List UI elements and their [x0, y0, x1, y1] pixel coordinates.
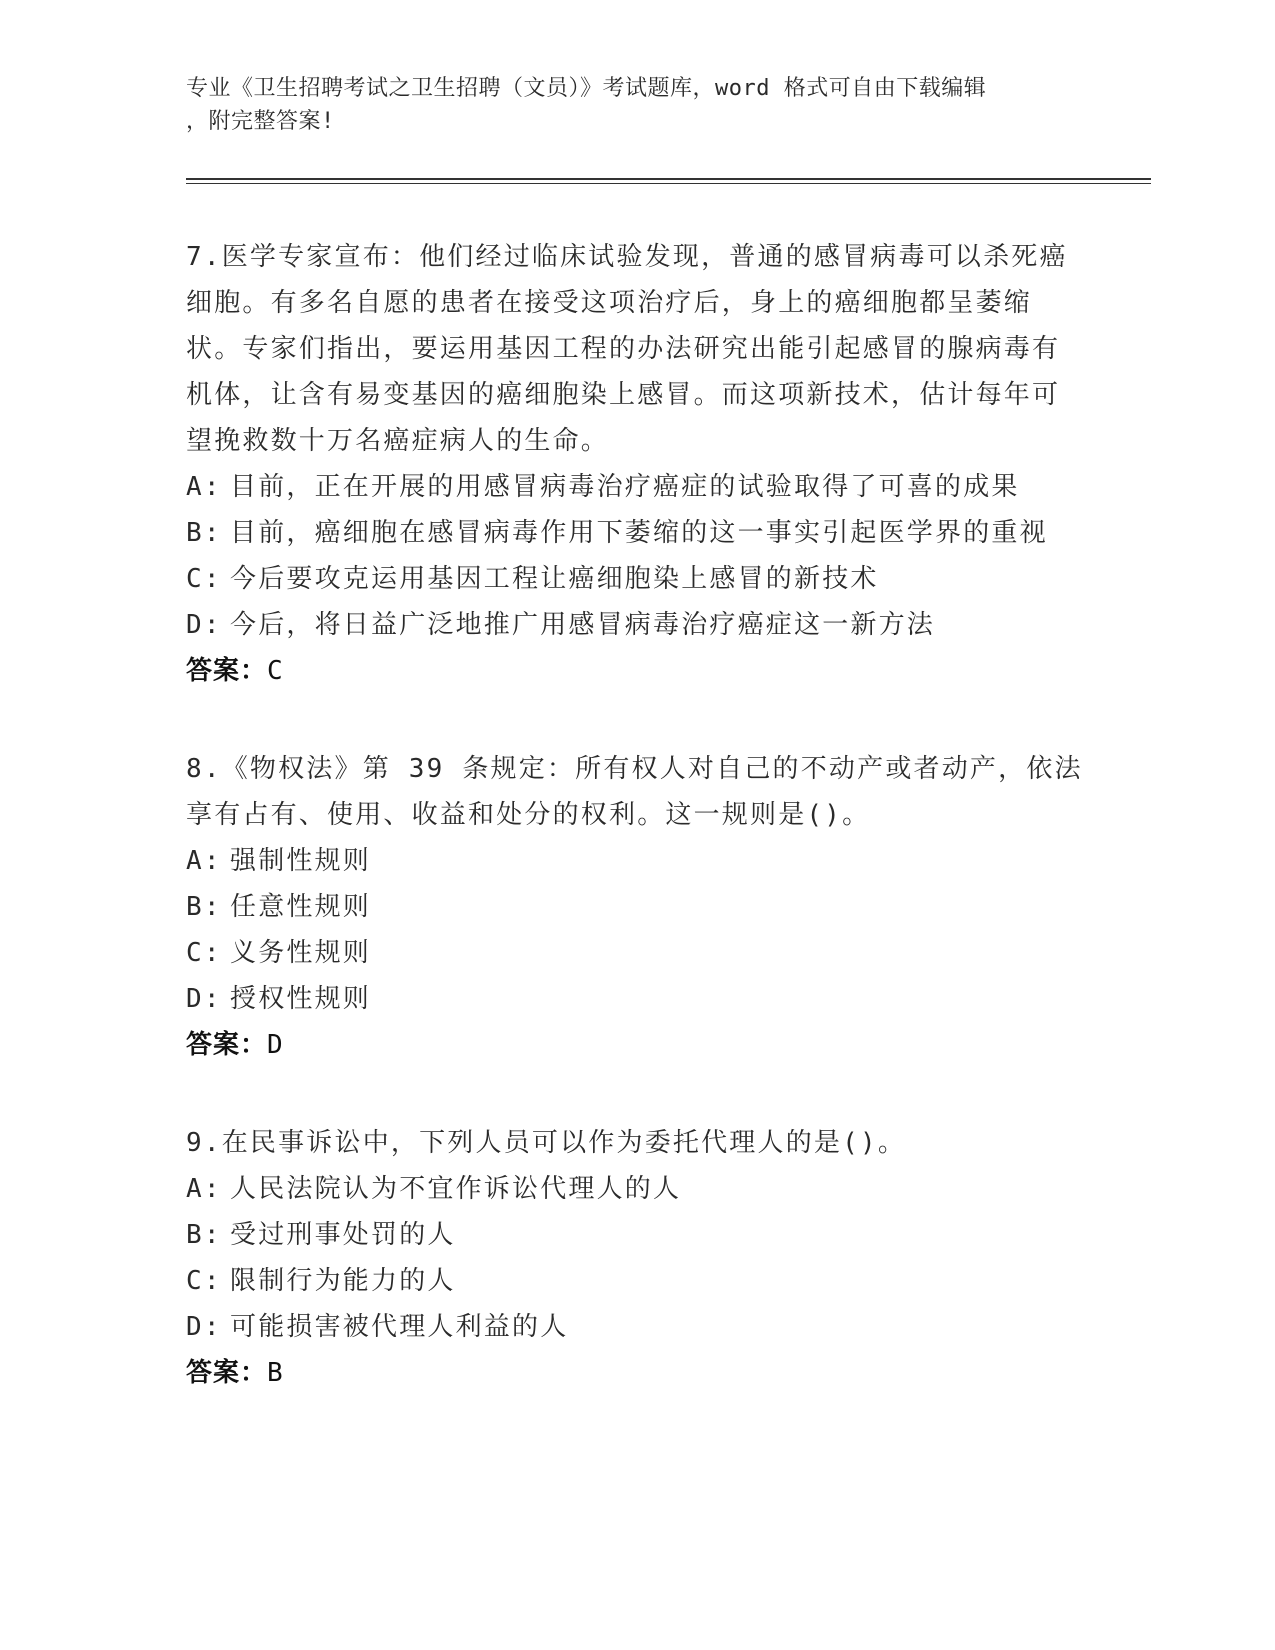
- option-text: 今后要攻克运用基因工程让癌细胞染上感冒的新技术: [230, 564, 879, 594]
- option-a: [186, 464, 1086, 510]
- option-text: 目前，癌细胞在感冒病毒作用下萎缩的这一事实引起医学界的重视: [230, 518, 1048, 548]
- option-key: C:: [186, 1266, 222, 1296]
- answer-line: [186, 1350, 1086, 1396]
- option-key: A:: [186, 1174, 222, 1204]
- option-text: 今后，将日益广泛地推广用感冒病毒治疗癌症这一新方法: [230, 610, 936, 640]
- option-text: 授权性规则: [230, 984, 372, 1014]
- option-b: [186, 510, 1086, 556]
- question-list: [186, 234, 1086, 1448]
- option-d: [186, 602, 1086, 648]
- option-text: 可能损害被代理人利益的人: [230, 1312, 569, 1342]
- option-key: B:: [186, 892, 222, 922]
- question-item: [186, 746, 1086, 1068]
- question-stem: 8.《物权法》第 39 条规定：所有权人对自己的不动产或者动产，依法享有占有、使用、收益和处分的权利。这一规则是()。: [186, 754, 1083, 830]
- option-key: D:: [186, 984, 222, 1014]
- option-key: B:: [186, 1220, 222, 1250]
- header-divider-thick: [186, 178, 1151, 180]
- answer-value: D: [267, 1030, 284, 1060]
- answer-label: 答案：: [186, 1358, 268, 1388]
- header-line-2: ，附完整答案!: [186, 109, 335, 134]
- option-key: C:: [186, 938, 222, 968]
- option-b: [186, 884, 1086, 930]
- option-key: A:: [186, 846, 222, 876]
- option-c: [186, 556, 1086, 602]
- question-item: [186, 1120, 1086, 1396]
- answer-label: 答案：: [186, 656, 268, 686]
- option-key: C:: [186, 564, 222, 594]
- answer-line: [186, 1022, 1086, 1068]
- option-text: 义务性规则: [230, 938, 372, 968]
- answer-value: B: [267, 1358, 284, 1388]
- option-text: 限制行为能力的人: [230, 1266, 456, 1296]
- question-stem: 7.医学专家宣布：他们经过临床试验发现，普通的感冒病毒可以杀死癌细胞。有多名自愿的患者在接受这项治疗后，身上的癌细胞都呈萎缩状。专家们指出，要运用基因工程的办法研究出能引起感冒的腺病毒有机体，让含有易变基因的癌细胞染上感冒。而这项新技术，估计每年可望挽救数十万名癌症病人的生命。: [186, 242, 1068, 456]
- option-text: 目前，正在开展的用感冒病毒治疗癌症的试验取得了可喜的成果: [230, 472, 1020, 502]
- option-text: 任意性规则: [230, 892, 372, 922]
- option-d: [186, 1304, 1086, 1350]
- option-d: [186, 976, 1086, 1022]
- question-stem: 9.在民事诉讼中，下列人员可以作为委托代理人的是()。: [186, 1128, 907, 1158]
- answer-label: 答案：: [186, 1030, 268, 1060]
- question-item: [186, 234, 1086, 694]
- option-c: [186, 1258, 1086, 1304]
- option-key: B:: [186, 518, 222, 548]
- option-key: D:: [186, 610, 222, 640]
- header-divider-thin: [186, 183, 1151, 184]
- option-text: 人民法院认为不宜作诉讼代理人的人: [230, 1174, 682, 1204]
- option-a: [186, 1166, 1086, 1212]
- header-line-1: 专业《卫生招聘考试之卫生招聘（文员）》考试题库，word 格式可自由下载编辑: [186, 76, 987, 101]
- option-a: [186, 838, 1086, 884]
- option-text: 强制性规则: [230, 846, 372, 876]
- answer-line: [186, 648, 1086, 694]
- document-header: [186, 72, 1066, 138]
- option-key: A:: [186, 472, 222, 502]
- answer-value: C: [267, 656, 284, 686]
- option-text: 受过刑事处罚的人: [230, 1220, 456, 1250]
- option-c: [186, 930, 1086, 976]
- option-key: D:: [186, 1312, 222, 1342]
- option-b: [186, 1212, 1086, 1258]
